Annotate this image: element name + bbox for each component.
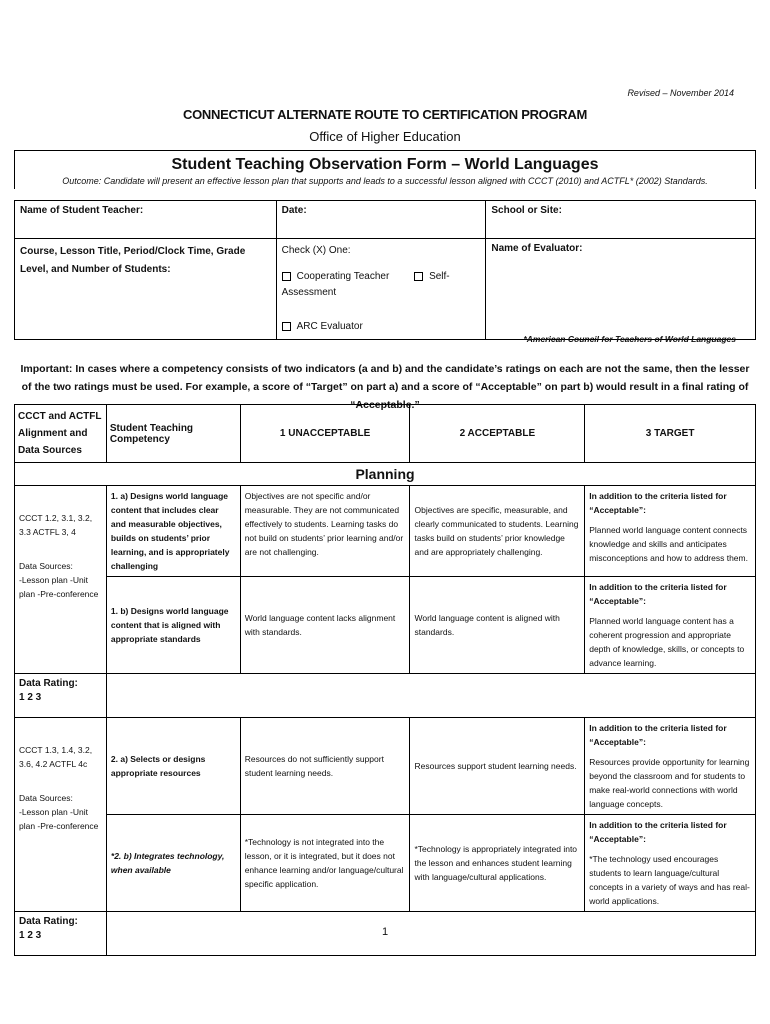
- data-sources-label: Data Sources:: [19, 561, 73, 571]
- arc-evaluator-checkbox[interactable]: ARC Evaluator: [282, 319, 481, 335]
- program-title: CONNECTICUT ALTERNATE ROUTE TO CERTIFICATION PROGRAM: [183, 107, 587, 122]
- page-number: 1: [381, 926, 389, 938]
- evaluator-field[interactable]: Name of Evaluator:: [486, 239, 756, 340]
- section-planning: Planning: [15, 463, 756, 486]
- acceptable-1b: World language content is aligned with standards.: [410, 577, 585, 674]
- form-header: [14, 150, 756, 189]
- in-addition-label: In addition to the criteria listed for “Acceptable”:: [589, 723, 727, 747]
- header-competency: Student Teaching Competency: [106, 405, 240, 463]
- target-1b: [585, 577, 756, 674]
- cooperating-teacher-checkbox[interactable]: Cooperating Teacher: [282, 271, 390, 282]
- data-rating-1-blank[interactable]: [106, 674, 755, 718]
- alignment-standards: CCCT 1.2, 3.1, 3.2, 3.3 ACTFL 3, 4: [19, 513, 93, 537]
- acceptable-2a: Resources support student learning needs.: [410, 718, 585, 815]
- date-field[interactable]: Date:: [276, 201, 486, 239]
- header-unacceptable: 1 UNACCEPTABLE: [240, 405, 410, 463]
- unacceptable-2a: Resources do not sufficiently support student learning needs.: [240, 718, 410, 815]
- info-table: [14, 200, 756, 340]
- check-one-cell: [276, 239, 486, 340]
- header-target: 3 TARGET: [585, 405, 756, 463]
- form-title: Student Teaching Observation Form – World Languages: [171, 156, 599, 173]
- data-sources: -Lesson plan -Unit plan -Pre-conference: [19, 575, 99, 599]
- in-addition-label: In addition to the criteria listed for “Acceptable”:: [589, 491, 727, 515]
- in-addition-label: In addition to the criteria listed for “Acceptable”:: [589, 582, 727, 606]
- alignment-cell-1: [15, 486, 107, 674]
- competency-1b: 1. b) Designs world language content that is aligned with appropriate standards: [106, 577, 240, 674]
- revised-date: Revised – November 2014: [627, 88, 734, 98]
- competency-table: [14, 404, 756, 956]
- important-note: Important: In cases where a competency consists of two indicators (a and b) and the candidate’s ratings on each are not the same, then the lesser of the two ratings must be used. For example, a score of “Target” on part a) and a score of “Acceptable” on part b) would result in a final rating of “Acceptable.”: [20, 363, 750, 411]
- data-rating-label: Data Rating:: [19, 678, 78, 689]
- check-one-label: Check (X) One:: [281, 245, 351, 256]
- unacceptable-1a: Objectives are not specific and/or measurable. They are not communicated effectively to students. Learning tasks do not build on students’ prior learning and/or are not challenging.: [240, 486, 410, 577]
- acceptable-2b: *Technology is appropriately integrated into the lesson and enhances student learning with language/cultural applications.: [410, 815, 585, 912]
- course-field[interactable]: Course, Lesson Title, Period/Clock Time, Grade Level, and Number of Students:: [15, 239, 277, 340]
- alignment-standards: CCCT 1.3, 1.4, 3.2, 3.6, 4.2 ACTFL 4c: [19, 745, 93, 769]
- checkbox-icon: [414, 272, 423, 281]
- unacceptable-1b: World language content lacks alignment with standards.: [240, 577, 410, 674]
- office-name: Office of Higher Education: [309, 129, 461, 144]
- target-2a: [585, 718, 756, 815]
- data-rating-values[interactable]: 1 2 3: [19, 692, 42, 703]
- alignment-cell-2: [15, 718, 107, 912]
- header-acceptable: 2 ACCEPTABLE: [410, 405, 585, 463]
- target-2a-text: Resources provide opportunity for learning beyond the classroom and for students to make real-world connections with world language concepts.: [589, 757, 750, 809]
- competency-2a: 2. a) Selects or designs appropriate resources: [106, 718, 240, 815]
- target-2b: [585, 815, 756, 912]
- target-2b-text: *The technology used encourages students to learn language/cultural concepts in a variety of ways and has real-world applications.: [589, 854, 750, 906]
- acceptable-1a: Objectives are specific, measurable, and clearly communicated to students. Learning tasks build on students’ prior knowledge and are appropriately challenging.: [410, 486, 585, 577]
- target-1a: [585, 486, 756, 577]
- student-teacher-field[interactable]: Name of Student Teacher:: [15, 201, 277, 239]
- target-1b-text: Planned world language content has a coherent progression and appropriate depth of knowledge, skills, or concepts to advance learning.: [589, 616, 745, 668]
- data-sources: -Lesson plan -Unit plan -Pre-conference: [19, 807, 99, 831]
- data-sources-label: Data Sources:: [19, 793, 73, 803]
- data-rating-1: [15, 674, 107, 718]
- outcome-statement: Outcome: Candidate will present an effective lesson plan that supports and leads to a successful lesson aligned with CCCT (2010) and ACTFL* (2002) Standards.: [62, 176, 708, 186]
- checkbox-icon: [282, 272, 291, 281]
- competency-1a: 1. a) Designs world language content that includes clear and measurable objectives, builds on students’ prior learning, and is appropriately challenging: [106, 486, 240, 577]
- target-1a-text: Planned world language content connects knowledge and skills and anticipates misconceptions and how to address them.: [589, 525, 748, 563]
- unacceptable-2b: *Technology is not integrated into the lesson, or it is integrated, but it does not enhance learning and/or language/cultural specific application.: [240, 815, 410, 912]
- in-addition-label: In addition to the criteria listed for “Acceptable”:: [589, 820, 727, 844]
- data-rating-values[interactable]: 1 2 3: [19, 930, 42, 941]
- school-field[interactable]: School or Site:: [486, 201, 756, 239]
- actfl-footnote: *American Council for Teachers of World Languages: [523, 334, 736, 344]
- self-assessment-checkbox[interactable]: Self-Assessment: [281, 271, 450, 298]
- checkbox-icon: [282, 322, 291, 331]
- competency-2b: *2. b) Integrates technology, when available: [106, 815, 240, 912]
- data-rating-label: Data Rating:: [19, 916, 78, 927]
- header-alignment: CCCT and ACTFL Alignment and Data Sources: [15, 405, 107, 463]
